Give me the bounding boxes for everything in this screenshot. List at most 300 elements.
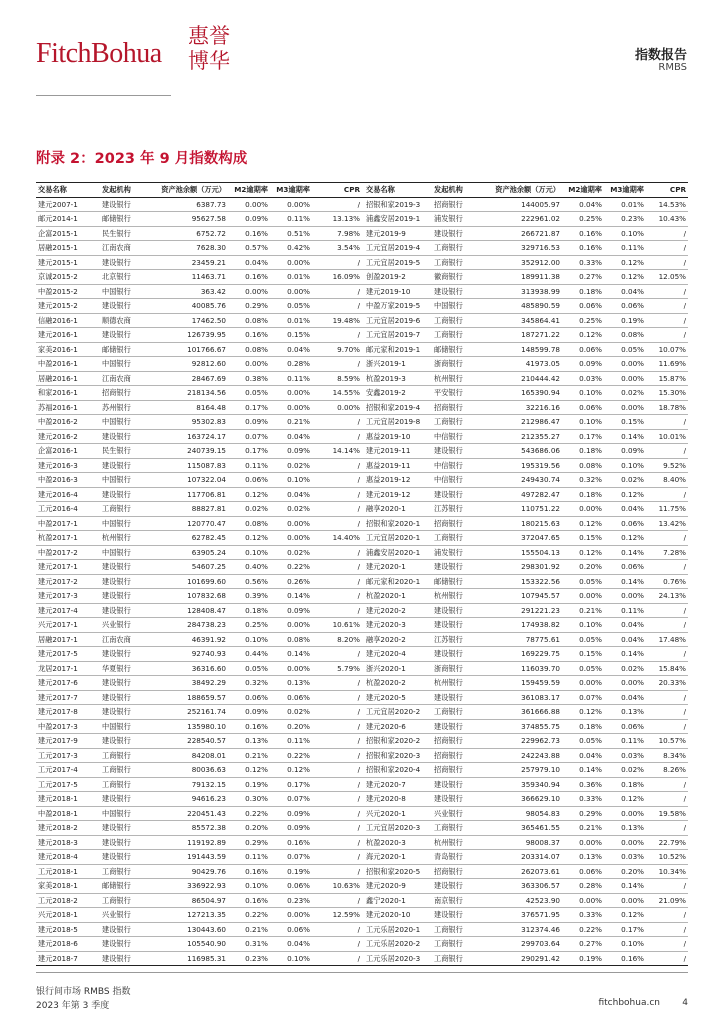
table-cell: 0.00% <box>604 357 646 372</box>
table-cell: / <box>646 618 688 633</box>
table-cell: 0.02% <box>604 386 646 401</box>
table-cell: 0.07% <box>562 690 604 705</box>
table-cell: 212986.47 <box>478 415 562 430</box>
table-cell: 邮元家和2019-1 <box>364 342 432 357</box>
table-cell: 376571.95 <box>478 908 562 923</box>
table-cell: 0.21% <box>228 748 270 763</box>
table-cell: 0.01% <box>270 313 312 328</box>
table-cell: 79132.15 <box>146 777 228 792</box>
table-cell: 0.11% <box>604 241 646 256</box>
table-cell: 14.53% <box>646 197 688 212</box>
table-row <box>36 618 688 633</box>
table-cell: 153322.56 <box>478 574 562 589</box>
table-cell: 中国银行 <box>100 284 146 299</box>
table-cell: 0.10% <box>604 458 646 473</box>
table-cell: 0.19% <box>228 777 270 792</box>
table-cell: 0.10% <box>562 386 604 401</box>
table-cell: 0.00% <box>270 400 312 415</box>
table-cell: 0.13% <box>228 734 270 749</box>
table-cell: 0.07% <box>270 850 312 865</box>
table-cell: 0.00% <box>604 893 646 908</box>
table-cell: 0.02% <box>270 705 312 720</box>
table-row <box>36 893 688 908</box>
table-cell: 工元乐居2020-1 <box>364 922 432 937</box>
table-cell: 建元2017-9 <box>36 734 100 749</box>
table-cell: 0.06% <box>270 879 312 894</box>
table-cell: 徽商银行 <box>432 270 478 285</box>
table-cell: / <box>312 705 364 720</box>
table-cell: 安鑫2019-2 <box>364 386 432 401</box>
table-cell: 22.79% <box>646 835 688 850</box>
table-cell: 32216.16 <box>478 400 562 415</box>
table-cell: 0.00% <box>228 357 270 372</box>
table-cell: / <box>312 676 364 691</box>
table-row <box>36 603 688 618</box>
table-cell: 3.54% <box>312 241 364 256</box>
table-cell: 228540.57 <box>146 734 228 749</box>
table-cell: 0.06% <box>562 400 604 415</box>
table-cell: 兴元2020-1 <box>364 806 432 821</box>
page-number: 4 <box>682 998 688 1008</box>
table-cell: 0.05% <box>562 632 604 647</box>
table-cell: 工元宜居2020-2 <box>364 705 432 720</box>
table-cell: 建设银行 <box>432 226 478 241</box>
table-cell: 建元2020-2 <box>364 603 432 618</box>
table-cell: 0.33% <box>562 792 604 807</box>
table-cell: 建设银行 <box>100 951 146 966</box>
table-cell: 中盈2015-2 <box>36 284 100 299</box>
table-cell: 招商银行 <box>432 197 478 212</box>
table-cell: 0.09% <box>604 444 646 459</box>
table-cell: 0.10% <box>228 879 270 894</box>
table-cell: / <box>646 705 688 720</box>
table-cell: 建设银行 <box>100 458 146 473</box>
table-cell: 杭盈2020-1 <box>364 589 432 604</box>
table-cell: 中盈2016-2 <box>36 415 100 430</box>
table-cell: 工商银行 <box>100 864 146 879</box>
table-cell: 工元2016-4 <box>36 502 100 517</box>
table-cell: 工商银行 <box>100 502 146 517</box>
table-row <box>36 574 688 589</box>
table-cell: / <box>646 792 688 807</box>
table-cell: / <box>312 748 364 763</box>
table-cell: 80036.63 <box>146 763 228 778</box>
table-cell: 41973.05 <box>478 357 562 372</box>
table-cell: 24.13% <box>646 589 688 604</box>
table-cell: 0.16% <box>228 893 270 908</box>
table-cell: 0.13% <box>562 850 604 865</box>
table-cell: 266721.87 <box>478 226 562 241</box>
table-cell: 0.09% <box>270 806 312 821</box>
table-cell: 中国银行 <box>100 473 146 488</box>
table-cell: 建设银行 <box>100 197 146 212</box>
table-cell: / <box>312 937 364 952</box>
table-cell: 兴元2017-1 <box>36 618 100 633</box>
table-cell: 工商银行 <box>432 255 478 270</box>
table-cell: 0.00% <box>228 284 270 299</box>
col-header: CPR <box>312 183 364 198</box>
table-cell: 14.40% <box>312 531 364 546</box>
table-row <box>36 502 688 517</box>
table-cell: 0.22% <box>562 922 604 937</box>
table-cell: 127213.35 <box>146 908 228 923</box>
table-cell: 0.00% <box>270 908 312 923</box>
table-cell: 杭州银行 <box>432 676 478 691</box>
table-cell: 海元2020-1 <box>364 850 432 865</box>
table-row <box>36 342 688 357</box>
table-cell: 0.05% <box>562 734 604 749</box>
table-cell: 0.12% <box>604 487 646 502</box>
table-cell: 杭盈2020-3 <box>364 835 432 850</box>
table-cell: 建设银行 <box>100 792 146 807</box>
table-cell: 8.26% <box>646 763 688 778</box>
table-cell: 招商银行 <box>432 864 478 879</box>
table-cell: 92740.93 <box>146 647 228 662</box>
table-cell: 0.00% <box>604 806 646 821</box>
table-row <box>36 284 688 299</box>
table-row <box>36 357 688 372</box>
table-cell: 252161.74 <box>146 705 228 720</box>
table-cell: 10.57% <box>646 734 688 749</box>
table-cell: 工元宜居2019-6 <box>364 313 432 328</box>
table-cell: 0.12% <box>562 328 604 343</box>
table-cell: 174938.82 <box>478 618 562 633</box>
table-cell: 101699.60 <box>146 574 228 589</box>
table-cell: 0.06% <box>604 299 646 314</box>
table-cell: 372047.65 <box>478 531 562 546</box>
table-cell: 222961.02 <box>478 212 562 227</box>
table-cell: 0.08% <box>228 313 270 328</box>
table-cell: 0.06% <box>562 864 604 879</box>
table-cell: 建元2020-4 <box>364 647 432 662</box>
table-row <box>36 371 688 386</box>
table-cell: 5.79% <box>312 661 364 676</box>
table-cell: 工元宜居2019-5 <box>364 255 432 270</box>
table-cell: 中信银行 <box>432 429 478 444</box>
table-cell: 建设银行 <box>100 589 146 604</box>
table-cell: 青岛银行 <box>432 850 478 865</box>
table-row <box>36 429 688 444</box>
table-cell: 企富2016-1 <box>36 444 100 459</box>
table-cell: 7628.30 <box>146 241 228 256</box>
table-cell: 0.28% <box>562 879 604 894</box>
table-cell: 建元2017-6 <box>36 676 100 691</box>
table-cell: 江南农商 <box>100 241 146 256</box>
table-cell: 建元2018-2 <box>36 821 100 836</box>
table-cell: 110751.22 <box>478 502 562 517</box>
table-cell: / <box>646 415 688 430</box>
table-cell: 0.00% <box>562 502 604 517</box>
table-cell: 0.16% <box>228 270 270 285</box>
table-cell: 0.57% <box>228 241 270 256</box>
table-cell: 建设银行 <box>100 299 146 314</box>
table-cell: 0.14% <box>604 647 646 662</box>
table-cell: 华夏银行 <box>100 661 146 676</box>
table-cell: 0.16% <box>270 835 312 850</box>
table-cell: 0.05% <box>562 574 604 589</box>
table-cell: 0.29% <box>562 806 604 821</box>
table-cell: 0.09% <box>228 212 270 227</box>
table-cell: 115087.83 <box>146 458 228 473</box>
table-cell: 工元宜居2020-3 <box>364 821 432 836</box>
table-cell: 0.16% <box>562 241 604 256</box>
table-cell: / <box>312 516 364 531</box>
table-cell: / <box>646 299 688 314</box>
table-cell: 0.04% <box>228 255 270 270</box>
table-cell: 0.12% <box>604 792 646 807</box>
table-cell: / <box>312 458 364 473</box>
table-cell: 苏州银行 <box>100 400 146 415</box>
table-cell: / <box>312 821 364 836</box>
table-cell: 0.06% <box>270 922 312 937</box>
table-cell: 民生银行 <box>100 444 146 459</box>
table-cell: 建设银行 <box>100 255 146 270</box>
table-cell: 中国银行 <box>100 415 146 430</box>
table-cell: 0.00% <box>604 400 646 415</box>
table-cell: 0.18% <box>562 444 604 459</box>
table-cell: 建元2016-3 <box>36 458 100 473</box>
table-cell: 0.00% <box>562 893 604 908</box>
table-cell: 建设银行 <box>432 603 478 618</box>
table-row <box>36 690 688 705</box>
table-cell: 中国银行 <box>432 299 478 314</box>
table-cell: 0.06% <box>604 560 646 575</box>
table-row <box>36 270 688 285</box>
table-cell: 北京银行 <box>100 270 146 285</box>
table-cell: 工商银行 <box>100 748 146 763</box>
table-cell: 0.18% <box>562 719 604 734</box>
table-cell: 543686.06 <box>478 444 562 459</box>
table-cell: 0.21% <box>562 603 604 618</box>
table-row <box>36 734 688 749</box>
table-cell: 0.12% <box>604 255 646 270</box>
table-cell: / <box>312 429 364 444</box>
table-cell: 0.05% <box>228 661 270 676</box>
table-row <box>36 487 688 502</box>
table-row <box>36 415 688 430</box>
table-cell: 0.04% <box>604 690 646 705</box>
table-cell: 0.29% <box>228 835 270 850</box>
table-cell: / <box>646 647 688 662</box>
table-cell: 中国银行 <box>100 357 146 372</box>
table-cell: 0.07% <box>270 792 312 807</box>
table-cell: 工商银行 <box>432 937 478 952</box>
table-cell: 建设银行 <box>100 937 146 952</box>
table-cell: 92812.60 <box>146 357 228 372</box>
table-cell: / <box>312 284 364 299</box>
table-cell: 13.13% <box>312 212 364 227</box>
table-cell: 建元2019-9 <box>364 226 432 241</box>
table-cell: / <box>312 835 364 850</box>
table-cell: 38492.29 <box>146 676 228 691</box>
table-cell: 88827.81 <box>146 502 228 517</box>
table-cell: 招商银行 <box>432 763 478 778</box>
table-cell: 中盈2018-1 <box>36 806 100 821</box>
table-cell: / <box>312 560 364 575</box>
table-cell: 杭盈2020-2 <box>364 676 432 691</box>
table-cell: 创盈2019-2 <box>364 270 432 285</box>
table-cell: 8164.48 <box>146 400 228 415</box>
table-cell: 建设银行 <box>432 777 478 792</box>
table-cell: 0.15% <box>562 531 604 546</box>
table-cell: / <box>646 908 688 923</box>
table-cell: 130443.60 <box>146 922 228 937</box>
table-cell: 建设银行 <box>100 328 146 343</box>
table-cell: 0.11% <box>604 734 646 749</box>
table-cell: 建设银行 <box>432 444 478 459</box>
table-cell: 0.00% <box>604 676 646 691</box>
table-cell: 建元2019-12 <box>364 487 432 502</box>
table-cell: / <box>646 922 688 937</box>
table-cell: 顺德农商 <box>100 313 146 328</box>
table-cell: 8.59% <box>312 371 364 386</box>
table-cell: / <box>646 937 688 952</box>
table-cell: 招商银行 <box>432 516 478 531</box>
table-cell: 10.43% <box>646 212 688 227</box>
table-cell: 工商银行 <box>432 531 478 546</box>
table-cell: 0.03% <box>604 748 646 763</box>
table-cell: 6387.73 <box>146 197 228 212</box>
table-cell: 工商银行 <box>432 922 478 937</box>
table-cell: / <box>646 951 688 966</box>
table-cell: 建设银行 <box>100 603 146 618</box>
table-cell: 0.06% <box>228 473 270 488</box>
table-cell: 居融2017-1 <box>36 632 100 647</box>
table-row <box>36 748 688 763</box>
table-cell: 0.15% <box>270 328 312 343</box>
logo-wordmark: FitchBohua <box>36 38 162 69</box>
table-cell: 0.10% <box>270 473 312 488</box>
table-cell: 0.16% <box>228 864 270 879</box>
table-cell: 0.03% <box>604 850 646 865</box>
table-row <box>36 632 688 647</box>
table-cell: 94616.23 <box>146 792 228 807</box>
table-cell: 42523.90 <box>478 893 562 908</box>
table-cell: 0.17% <box>270 777 312 792</box>
table-row <box>36 951 688 966</box>
table-cell: 299703.64 <box>478 937 562 952</box>
table-cell: 14.55% <box>312 386 364 401</box>
table-cell: 0.25% <box>228 618 270 633</box>
table-cell: 建设银行 <box>432 719 478 734</box>
table-cell: 浦发银行 <box>432 545 478 560</box>
table-cell: / <box>312 792 364 807</box>
table-cell: / <box>312 502 364 517</box>
table-cell: / <box>646 719 688 734</box>
table-cell: 建设银行 <box>100 560 146 575</box>
table-cell: 工商银行 <box>100 777 146 792</box>
table-cell: 0.06% <box>270 690 312 705</box>
table-cell: 0.00% <box>270 618 312 633</box>
table-cell: / <box>646 879 688 894</box>
table-cell: 0.13% <box>604 821 646 836</box>
col-header: M2逾期率 <box>228 183 270 198</box>
table-cell: 0.27% <box>562 270 604 285</box>
table-cell: / <box>646 313 688 328</box>
table-cell: 工商银行 <box>432 328 478 343</box>
table-cell: 建元2018-5 <box>36 922 100 937</box>
table-cell: 15.87% <box>646 371 688 386</box>
table-cell: 15.84% <box>646 661 688 676</box>
table-cell: 13.42% <box>646 516 688 531</box>
table-cell: 建设银行 <box>432 284 478 299</box>
table-row <box>36 531 688 546</box>
table-cell: 188659.57 <box>146 690 228 705</box>
table-cell: 0.27% <box>562 937 604 952</box>
table-cell: 116039.70 <box>478 661 562 676</box>
table-cell: 128408.47 <box>146 603 228 618</box>
table-cell: 0.00% <box>270 284 312 299</box>
table-cell: 11463.71 <box>146 270 228 285</box>
table-cell: 0.10% <box>604 226 646 241</box>
table-cell: 242243.88 <box>478 748 562 763</box>
table-cell: 0.00% <box>562 589 604 604</box>
table-cell: 7.28% <box>646 545 688 560</box>
table-cell: 建元2018-3 <box>36 835 100 850</box>
table-cell: 建设银行 <box>432 618 478 633</box>
table-cell: 建设银行 <box>100 835 146 850</box>
table-cell: 建元2016-1 <box>36 328 100 343</box>
table-cell: 0.17% <box>562 429 604 444</box>
table-row <box>36 197 688 212</box>
table-cell: 0.14% <box>604 545 646 560</box>
table-cell: 0.06% <box>562 342 604 357</box>
table-body <box>36 197 688 966</box>
table-cell: 0.09% <box>270 444 312 459</box>
table-cell: 邮储银行 <box>100 342 146 357</box>
table-cell: 8.20% <box>312 632 364 647</box>
table-cell: 135980.10 <box>146 719 228 734</box>
table-cell: 95302.83 <box>146 415 228 430</box>
table-cell: / <box>646 690 688 705</box>
table-cell: 建元2017-7 <box>36 690 100 705</box>
table-cell: / <box>312 299 364 314</box>
table-cell: 19.58% <box>646 806 688 821</box>
table-cell: 0.00% <box>604 371 646 386</box>
table-cell: 144005.97 <box>478 197 562 212</box>
col-header: 资产池余额（万元） <box>146 183 228 198</box>
table-cell: 0.23% <box>270 893 312 908</box>
table-cell: 0.33% <box>562 908 604 923</box>
table-cell: / <box>312 603 364 618</box>
table-cell: 359340.94 <box>478 777 562 792</box>
table-cell: 建元2020-9 <box>364 879 432 894</box>
table-cell: 84208.01 <box>146 748 228 763</box>
table-cell: 0.12% <box>562 545 604 560</box>
table-cell: 招银和家2020-4 <box>364 763 432 778</box>
table-cell: 0.14% <box>604 429 646 444</box>
table-cell: / <box>312 922 364 937</box>
table-cell: 180215.63 <box>478 516 562 531</box>
table-cell: 126739.95 <box>146 328 228 343</box>
table-cell: 家美2016-1 <box>36 342 100 357</box>
table-cell: 36316.60 <box>146 661 228 676</box>
table-cell: 0.18% <box>562 487 604 502</box>
table-cell: 291221.23 <box>478 603 562 618</box>
table-cell: 建设银行 <box>432 487 478 502</box>
footer-website-link[interactable]: fitchbohua.cn <box>598 998 660 1008</box>
table-cell: 8.34% <box>646 748 688 763</box>
table-cell: 107832.68 <box>146 589 228 604</box>
table-cell: 363306.57 <box>478 879 562 894</box>
table-cell: 0.02% <box>270 545 312 560</box>
table-cell: 0.28% <box>270 357 312 372</box>
table-row <box>36 444 688 459</box>
table-cell: 0.09% <box>270 821 312 836</box>
table-cell: 0.01% <box>270 270 312 285</box>
table-cell: 85572.38 <box>146 821 228 836</box>
table-cell: 建元2017-8 <box>36 705 100 720</box>
